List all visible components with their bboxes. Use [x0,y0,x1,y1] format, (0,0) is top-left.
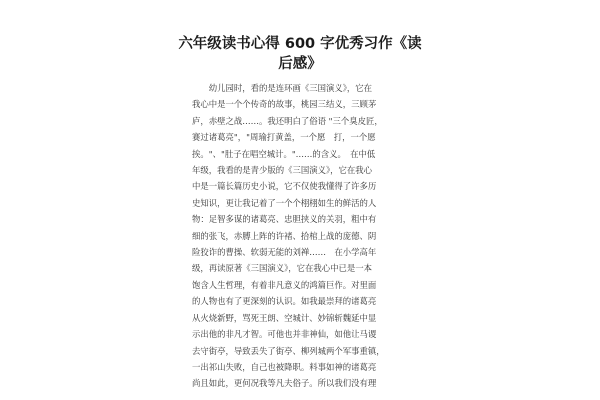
document-title [175,34,425,74]
body-line: 赛过诸葛亮"，"周瑜打黄盖，一个愿 打，一个愿 [192,132,376,143]
body-line: 饱含人生哲理，有着非凡意义的鸿篇巨作。对里面 [192,279,377,290]
body-line: 示出他的非凡才智。可他也并非神仙，如他让马谡 [192,329,377,340]
body-line: 细的张飞，赤膊上阵的许褚、拾棺上战的庞德、阴 [192,230,377,241]
title-line: 六年级读书心得 600 字优秀习作《读 [178,36,422,52]
body-line: 史知识，更让我记着了一个个栩栩如生的鲜活的人 [192,197,377,208]
body-line: 庐，赤壁之战……。我还明白了俗语 "三个臭皮匠， [192,115,383,126]
body-line: 的人物也有了更深刻的认识。如我最崇拜的诸葛亮 [192,296,377,307]
body-line: 级，再读原著《三国演义》，它在我心中已是一本 [192,263,373,274]
body-line: 幼儿园时，看的是连环画《三国演义》，它在 [192,83,373,93]
body-line: 尚且如此，更何况我等凡夫俗子。所以我们没有理 [192,378,377,389]
body-line: 我心中是一个个传奇的故事，桃园三结义，三顾茅 [192,99,377,110]
body-line: 险狡诈的曹操、软弱无能的刘禅…… 在小学高年 [192,247,377,258]
body-line: 去守街亭，导致丢失了街亭、柳列城两个军事重镇， [192,345,385,356]
body-line: 挨。"、"肚子在唱空城计。"……的含义。 在中低 [192,148,376,159]
body-line: 从火烧新野，骂死王朗、空城计、妙锦斩魏延中显 [192,312,377,323]
body-line: 物：足智多谋的诸葛亮、忠胆挟义的关羽，粗中有 [192,214,377,225]
body-line: 中是一篇长篇历史小说，它不仅使我懂得了许多历 [192,181,377,192]
body-line: 年级，我看的是青少版的《三国演义》，它在我心 [192,165,373,176]
title-line: 后感》 [278,56,322,72]
document-body [192,80,412,392]
body-line: 一出祁山失败，自己也被降职。料事如神的诸葛亮 [192,361,377,372]
